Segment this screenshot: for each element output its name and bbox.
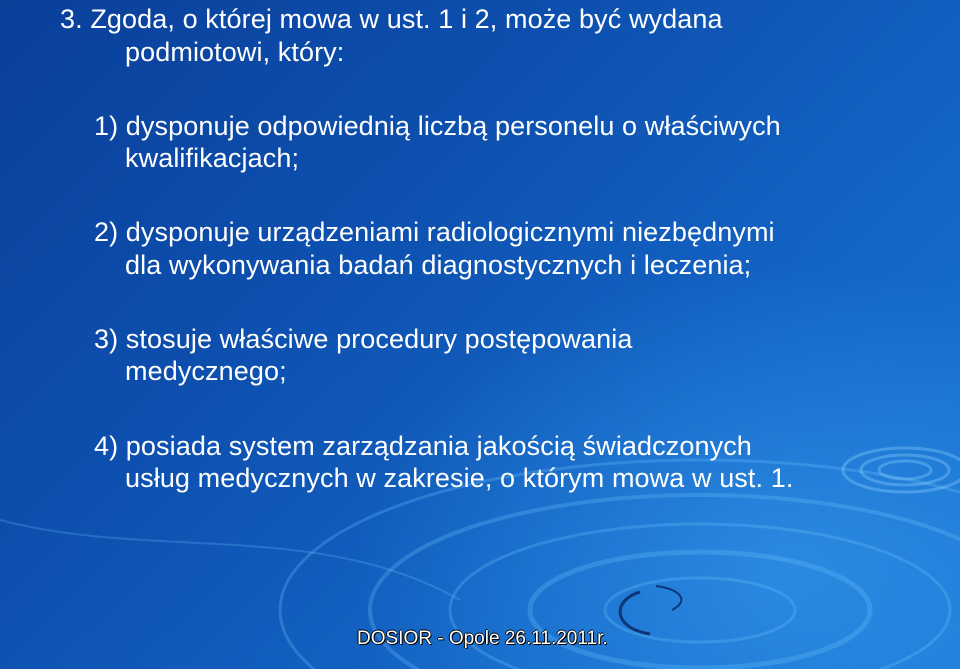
footer-text: DOSIOR - Opole 26.11.2011r. [357, 628, 608, 649]
item-4-line-1: 4) posiada system zarządzania jakością świadczonych [94, 431, 752, 461]
item-3-line-2: medycznego; [125, 356, 287, 386]
item-1-line-2: kwalifikacjach; [125, 143, 300, 173]
heading-line-1: 3. Zgoda, o której mowa w ust. 1 i 2, może być wydana [60, 4, 723, 34]
heading-line-2: podmiotowi, który: [125, 37, 345, 67]
item-3-line-1: 3) stosuje właściwe procedury postępowania [94, 324, 633, 354]
item-4-line-2: usług medycznych w zakresie, o którym mowa w ust. 1. [125, 463, 794, 493]
item-1-line-1: 1) dysponuje odpowiednią liczbą personelu o właściwych [94, 111, 781, 141]
item-2-line-1: 2) dysponuje urządzeniami radiologicznymi niezbędnymi [94, 217, 775, 247]
item-2-line-2: dla wykonywania badań diagnostycznych i leczenia; [125, 250, 752, 280]
